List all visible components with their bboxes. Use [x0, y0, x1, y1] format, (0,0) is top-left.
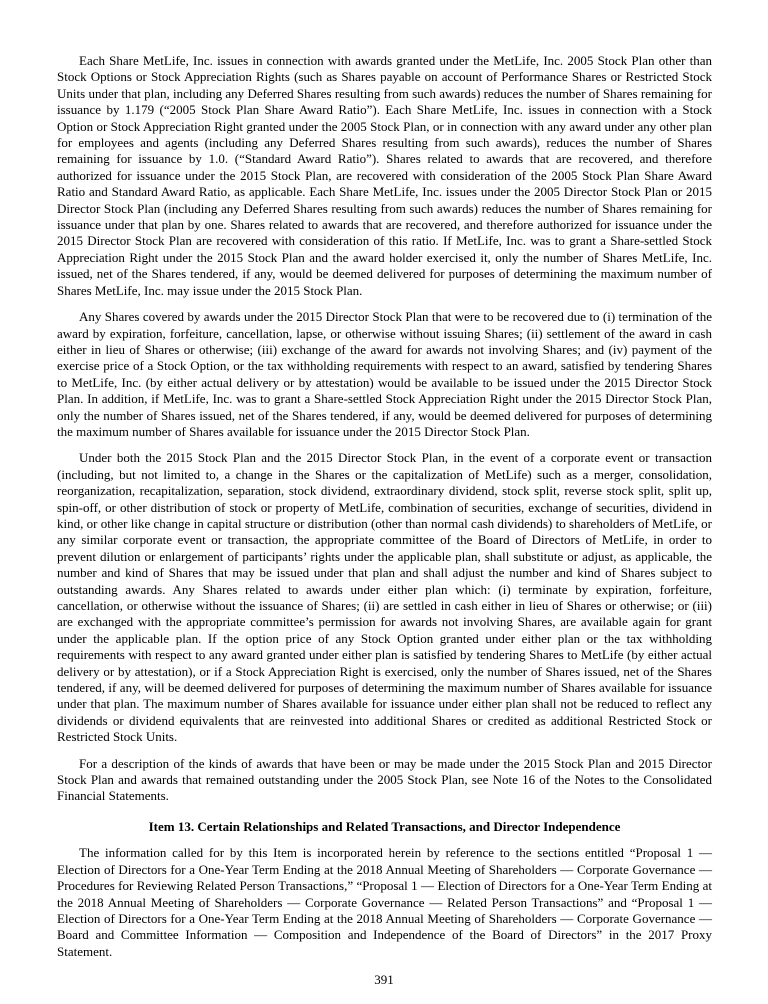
paragraph-share-award-ratio: Each Share MetLife, Inc. issues in connection with awards granted under the MetLife, Inc. 2005 Stock Plan other than Stock Options or Stock Appreciation Rights (such as Shares payable on account of Performance Shares or Restricted Stock Units under that plan, including any Deferred Shares resulting from such awards) reduces the number of Shares remaining for issuance by 1.179 (“2005 Stock Plan Share Award Ratio”). Each Share MetLife, Inc. issues in connection with a Stock Option or Stock Appreciation Right granted under the 2005 Stock Plan, or in connection with any award under any other plan for employees and agents (including any Deferred Shares resulting from such awards), reduces the number of Shares remaining for issuance by 1.0. (“Standard Award Ratio”). Shares related to awards that are recovered, and therefore authorized for issuance under the 2015 Stock Plan, are recovered with consideration of the 2005 Stock Plan Share Award Ratio and Standard Award Ratio, as applicable. Each Share MetLife, Inc. issues under the 2005 Director Stock Plan or 2015 Director Stock Plan (including any Deferred Shares resulting from such awards) reduces the number of Shares remaining for issuance under that plan by one. Shares related to awards that are recovered, and therefore authorized for issuance under the 2015 Director Stock Plan are recovered with consideration of this ratio. If MetLife, Inc. was to grant a Share-settled Stock Appreciation Right under the 2015 Stock Plan and the award holder exercised it, only the number of Shares MetLife, Inc. issued, net of the Shares tendered, if any, would be deemed delivered for purposes of determining the maximum number of Shares MetLife, Inc. may issue under the 2015 Stock Plan. [57, 53, 712, 298]
paragraph-director-plan-recovery: Any Shares covered by awards under the 2015 Director Stock Plan that were to be recovered due to (i) termination of the award by expiration, forfeiture, cancellation, lapse, or otherwise without issuing Shares; (ii) settlement of the award in cash either in lieu of Shares or otherwise; (iii) exchange of the award for awards not involving Shares; and (iv) payment of the exercise price of a Stock Option, or the tax withholding requirements with respect to an award, satisfied by tendering Shares to MetLife, Inc. (by either actual delivery or by attestation) would be available to be issued under the 2015 Director Stock Plan. In addition, if MetLife, Inc. was to grant a Share-settled Stock Appreciation Right under the 2015 Director Stock Plan, only the number of Shares issued, net of the Shares tendered, if any, would be deemed delivered for purposes of determining the maximum number of Shares available for issuance under the 2015 Director Stock Plan. [57, 309, 712, 439]
paragraph-note-16-reference: For a description of the kinds of awards that have been or may be made under the 2015 Stock Plan and 2015 Director Stock Plan and awards that remained outstanding under the 2005 Stock Plan, see Note 16 of the Notes to the Consolidated Financial Statements. [57, 755, 712, 804]
paragraph-corporate-events: Under both the 2015 Stock Plan and the 2015 Director Stock Plan, in the event of a corporate event or transaction (including, but not limited to, a change in the Shares or the capitalization of MetLife) such as a merger, consolidation, reorganization, recapitalization, separation, stock dividend, extraordinary dividend, stock split, reverse stock split, split up, spin-off, or other distribution of stock or property of MetLife, combination of securities, exchange of securities, dividend in kind, or other like change in capital structure or distribution (other than normal cash dividends) to shareholders of MetLife, or any similar corporate event or transaction, the appropriate committee of the Board of Directors of MetLife, in order to prevent dilution or enlargement of participants’ rights under the applicable plan, shall substitute or adjust, as applicable, the number and kind of Shares that may be issued under that plan and shall adjust the number and kind of Shares subject to outstanding awards. Any Shares related to awards under either plan which: (i) terminate by expiration, forfeiture, cancellation, or otherwise without the issuance of Shares; (ii) are settled in cash either in lieu of Shares or otherwise; or (iii) are exchanged with the appropriate committee’s permission for awards not involving Shares, are available again for grant under the applicable plan. If the option price of any Stock Option granted under either plan or the tax withholding requirements with respect to any award granted under either plan is satisfied by tendering Shares to MetLife (by either actual delivery or by attestation), or if a Stock Appreciation Right is exercised, only the number of Shares issued, net of the Shares tendered, if any, will be deemed delivered for purposes of determining the maximum number of Shares available for issuance under that plan. The maximum number of Shares available for issuance under either plan shall not be reduced to reflect any dividends or dividend equivalents that are reinvested into additional Shares or credited as additional Restricted Stock or Restricted Stock Units. [57, 450, 712, 745]
page-number: 391 [374, 972, 394, 987]
paragraph-proxy-statement-reference: The information called for by this Item is incorporated herein by reference to the sections entitled “Proposal 1 — Election of Directors for a One-Year Term Ending at the 2018 Annual Meeting of Shareholders — Corporate Governance — Procedures for Reviewing Related Person Transactions,” “Proposal 1 — Election of Directors for a One-Year Term Ending at the 2018 Annual Meeting of Shareholders — Corporate Governance — Related Person Transactions” and “Proposal 1 — Election of Directors for a One-Year Term Ending at the 2018 Annual Meeting of Shareholders — Corporate Governance — Board and Committee Information — Composition and Independence of the Board of Directors” in the 2017 Proxy Statement. [57, 845, 712, 959]
item-13-heading: Item 13. Certain Relationships and Related Transactions, and Director Independence [148, 818, 621, 834]
